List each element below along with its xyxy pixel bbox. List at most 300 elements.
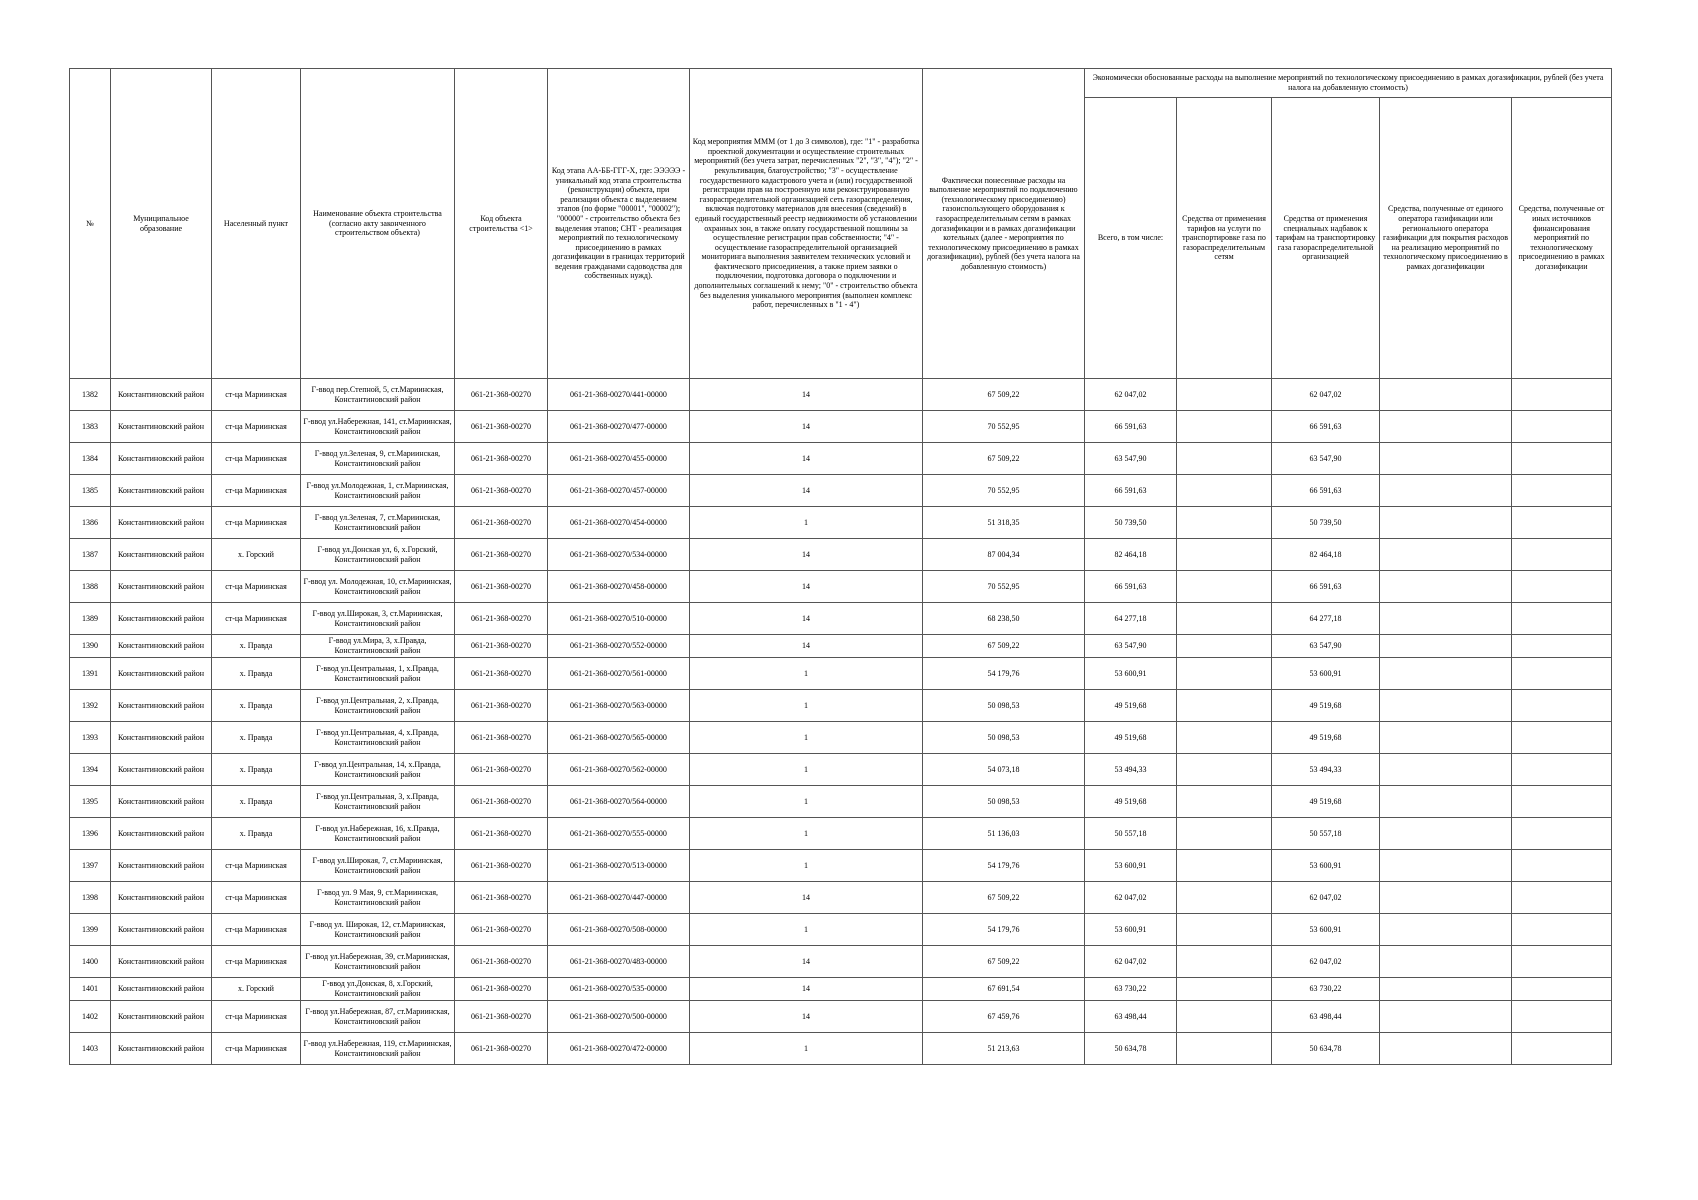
cell-stage-code: 061-21-368-00270/563-00000: [548, 690, 690, 722]
cell-no: 1397: [70, 850, 111, 882]
cell-other-sources: [1512, 850, 1612, 882]
cell-municipality: Константиновский район: [111, 754, 212, 786]
cell-other-sources: [1512, 722, 1612, 754]
cell-operator-funds: [1380, 1033, 1512, 1065]
cell-object-name: Г-ввод ул.Донская, 8, х.Горский, Константиновский район: [301, 978, 455, 1001]
cell-total: 63 730,22: [1085, 978, 1177, 1001]
cell-settlement: х. Горский: [212, 539, 301, 571]
cell-tariff-transport: [1177, 722, 1272, 754]
table-row: [70, 818, 1612, 850]
cell-settlement: ст-ца Мариинская: [212, 507, 301, 539]
cell-measure-code: 1: [690, 914, 923, 946]
cell-object-name: Г-ввод ул.Центральная, 2, х.Правда, Константиновский район: [301, 690, 455, 722]
cell-other-sources: [1512, 658, 1612, 690]
table-row: [70, 603, 1612, 635]
cell-total: 49 519,68: [1085, 786, 1177, 818]
cell-total: 53 600,91: [1085, 914, 1177, 946]
cell-special-markups: 53 600,91: [1272, 658, 1380, 690]
cell-measure-code: 14: [690, 571, 923, 603]
cell-actual-costs: 68 238,50: [923, 603, 1085, 635]
cell-other-sources: [1512, 379, 1612, 411]
cell-object-code: 061-21-368-00270: [455, 507, 548, 539]
cell-total: 62 047,02: [1085, 946, 1177, 978]
cell-measure-code: 14: [690, 635, 923, 658]
cell-actual-costs: 67 691,54: [923, 978, 1085, 1001]
cell-special-markups: 53 494,33: [1272, 754, 1380, 786]
cell-special-markups: 63 547,90: [1272, 443, 1380, 475]
cell-stage-code: 061-21-368-00270/477-00000: [548, 411, 690, 443]
cell-no: 1398: [70, 882, 111, 914]
cell-actual-costs: 50 098,53: [923, 786, 1085, 818]
cell-total: 63 547,90: [1085, 443, 1177, 475]
table-row: [70, 978, 1612, 1001]
cell-special-markups: 50 634,78: [1272, 1033, 1380, 1065]
table-header: [70, 69, 1612, 379]
cell-settlement: х. Правда: [212, 754, 301, 786]
cell-operator-funds: [1380, 882, 1512, 914]
cell-special-markups: 62 047,02: [1272, 379, 1380, 411]
table-row: [70, 690, 1612, 722]
cell-municipality: Константиновский район: [111, 635, 212, 658]
cell-object-code: 061-21-368-00270: [455, 754, 548, 786]
cell-stage-code: 061-21-368-00270/555-00000: [548, 818, 690, 850]
cell-no: 1389: [70, 603, 111, 635]
cell-object-name: Г-ввод ул.Широкая, 7, ст.Мариинская, Константиновский район: [301, 850, 455, 882]
cell-other-sources: [1512, 978, 1612, 1001]
cell-actual-costs: 51 213,63: [923, 1033, 1085, 1065]
cell-special-markups: 63 730,22: [1272, 978, 1380, 1001]
header-total: Всего, в том числе:: [1085, 98, 1177, 379]
cell-tariff-transport: [1177, 978, 1272, 1001]
cell-no: 1393: [70, 722, 111, 754]
cell-total: 49 519,68: [1085, 690, 1177, 722]
cell-actual-costs: 87 004,34: [923, 539, 1085, 571]
cell-operator-funds: [1380, 722, 1512, 754]
cell-municipality: Константиновский район: [111, 786, 212, 818]
cell-object-code: 061-21-368-00270: [455, 914, 548, 946]
cell-special-markups: 50 557,18: [1272, 818, 1380, 850]
table-row: [70, 1033, 1612, 1065]
cell-stage-code: 061-21-368-00270/562-00000: [548, 754, 690, 786]
cell-municipality: Константиновский район: [111, 882, 212, 914]
cell-object-code: 061-21-368-00270: [455, 786, 548, 818]
header-settlement: Населенный пункт: [212, 69, 301, 379]
table-row: [70, 571, 1612, 603]
cell-municipality: Константиновский район: [111, 978, 212, 1001]
cell-no: 1384: [70, 443, 111, 475]
cell-object-code: 061-21-368-00270: [455, 443, 548, 475]
cell-object-name: Г-ввод ул.Набережная, 141, ст.Мариинская, Константиновский район: [301, 411, 455, 443]
cell-object-code: 061-21-368-00270: [455, 635, 548, 658]
cell-settlement: ст-ца Мариинская: [212, 882, 301, 914]
cell-municipality: Константиновский район: [111, 443, 212, 475]
table-body: [70, 379, 1612, 1065]
cell-settlement: ст-ца Мариинская: [212, 411, 301, 443]
cell-tariff-transport: [1177, 507, 1272, 539]
cell-object-name: Г-ввод ул.Центральная, 1, х.Правда, Константиновский район: [301, 658, 455, 690]
cell-total: 49 519,68: [1085, 722, 1177, 754]
header-special-markups: Средства от применения специальных надбавок к тарифам на транспортировку газа газораспределительной организацией: [1272, 98, 1380, 379]
cell-no: 1386: [70, 507, 111, 539]
cell-object-name: Г-ввод ул.Центральная, 4, х.Правда, Константиновский район: [301, 722, 455, 754]
cell-no: 1403: [70, 1033, 111, 1065]
cell-object-name: Г-ввод ул.Мира, 3, х.Правда, Константиновский район: [301, 635, 455, 658]
cell-municipality: Константиновский район: [111, 1001, 212, 1033]
cell-settlement: ст-ца Мариинская: [212, 1001, 301, 1033]
cell-object-name: Г-ввод ул.Широкая, 3, ст.Мариинская, Константиновский район: [301, 603, 455, 635]
cell-total: 62 047,02: [1085, 882, 1177, 914]
cell-object-code: 061-21-368-00270: [455, 1033, 548, 1065]
cell-object-name: Г-ввод ул.Зеленая, 7, ст.Мариинская, Константиновский район: [301, 507, 455, 539]
cell-object-name: Г-ввод ул. Молодежная, 10, ст.Мариинская, Константиновский район: [301, 571, 455, 603]
cell-municipality: Константиновский район: [111, 539, 212, 571]
cell-stage-code: 061-21-368-00270/513-00000: [548, 850, 690, 882]
cell-object-code: 061-21-368-00270: [455, 475, 548, 507]
cell-special-markups: 66 591,63: [1272, 411, 1380, 443]
cell-actual-costs: 67 509,22: [923, 946, 1085, 978]
cell-operator-funds: [1380, 690, 1512, 722]
cell-no: 1402: [70, 1001, 111, 1033]
cell-settlement: х. Правда: [212, 818, 301, 850]
cell-stage-code: 061-21-368-00270/500-00000: [548, 1001, 690, 1033]
cell-tariff-transport: [1177, 475, 1272, 507]
cell-total: 66 591,63: [1085, 475, 1177, 507]
cell-other-sources: [1512, 754, 1612, 786]
cell-stage-code: 061-21-368-00270/483-00000: [548, 946, 690, 978]
cell-measure-code: 14: [690, 475, 923, 507]
table-row: [70, 539, 1612, 571]
cell-other-sources: [1512, 1001, 1612, 1033]
table-row: [70, 1001, 1612, 1033]
header-operator-funds: Средства, полученные от единого оператора газификации или регионального оператора газификации для покрытия расходов на реализацию мероприятий по технологическому присоединению в рамках догазификации: [1380, 98, 1512, 379]
cell-no: 1383: [70, 411, 111, 443]
cell-no: 1382: [70, 379, 111, 411]
cell-measure-code: 14: [690, 539, 923, 571]
cell-object-code: 061-21-368-00270: [455, 1001, 548, 1033]
header-no: №: [70, 69, 111, 379]
cell-no: 1392: [70, 690, 111, 722]
cell-object-name: Г-ввод ул. Широкая, 12, ст.Мариинская, Константиновский район: [301, 914, 455, 946]
cell-object-name: Г-ввод ул.Молодежная, 1, ст.Мариинская, Константиновский район: [301, 475, 455, 507]
cell-other-sources: [1512, 818, 1612, 850]
table-row: [70, 658, 1612, 690]
cell-measure-code: 14: [690, 1001, 923, 1033]
cell-municipality: Константиновский район: [111, 475, 212, 507]
cell-total: 63 547,90: [1085, 635, 1177, 658]
cell-operator-funds: [1380, 603, 1512, 635]
cell-other-sources: [1512, 571, 1612, 603]
cell-stage-code: 061-21-368-00270/458-00000: [548, 571, 690, 603]
table-row: [70, 882, 1612, 914]
cell-special-markups: 49 519,68: [1272, 690, 1380, 722]
cell-total: 50 557,18: [1085, 818, 1177, 850]
cell-other-sources: [1512, 411, 1612, 443]
cell-total: 50 739,50: [1085, 507, 1177, 539]
cell-object-name: Г-ввод ул.Набережная, 87, ст.Мариинская, Константиновский район: [301, 1001, 455, 1033]
cell-object-name: Г-ввод ул.Донская ул, 6, х.Горский, Константиновский район: [301, 539, 455, 571]
cell-settlement: ст-ца Мариинская: [212, 946, 301, 978]
cell-measure-code: 14: [690, 946, 923, 978]
cell-special-markups: 62 047,02: [1272, 946, 1380, 978]
header-municipality: Муниципальное образование: [111, 69, 212, 379]
cell-special-markups: 49 519,68: [1272, 722, 1380, 754]
cell-object-name: Г-ввод ул.Зеленая, 9, ст.Мариинская, Константиновский район: [301, 443, 455, 475]
cell-special-markups: 63 547,90: [1272, 635, 1380, 658]
table-row: [70, 411, 1612, 443]
cell-special-markups: 50 739,50: [1272, 507, 1380, 539]
cell-stage-code: 061-21-368-00270/535-00000: [548, 978, 690, 1001]
cell-actual-costs: 54 179,76: [923, 658, 1085, 690]
cell-tariff-transport: [1177, 690, 1272, 722]
cell-no: 1394: [70, 754, 111, 786]
cell-tariff-transport: [1177, 850, 1272, 882]
cell-measure-code: 14: [690, 443, 923, 475]
cell-operator-funds: [1380, 850, 1512, 882]
cell-tariff-transport: [1177, 1033, 1272, 1065]
cell-operator-funds: [1380, 658, 1512, 690]
cell-municipality: Константиновский район: [111, 690, 212, 722]
cell-municipality: Константиновский район: [111, 603, 212, 635]
cell-other-sources: [1512, 786, 1612, 818]
cell-no: 1400: [70, 946, 111, 978]
cell-actual-costs: 50 098,53: [923, 722, 1085, 754]
table-row: [70, 475, 1612, 507]
cell-other-sources: [1512, 475, 1612, 507]
cell-object-name: Г-ввод ул.Центральная, 14, х.Правда, Константиновский район: [301, 754, 455, 786]
cell-measure-code: 1: [690, 1033, 923, 1065]
cell-operator-funds: [1380, 818, 1512, 850]
cell-settlement: х. Правда: [212, 690, 301, 722]
cell-settlement: х. Правда: [212, 658, 301, 690]
cell-object-name: Г-ввод ул.Центральная, 3, х.Правда, Константиновский район: [301, 786, 455, 818]
cell-municipality: Константиновский район: [111, 507, 212, 539]
cell-actual-costs: 54 073,18: [923, 754, 1085, 786]
cell-stage-code: 061-21-368-00270/457-00000: [548, 475, 690, 507]
cell-object-code: 061-21-368-00270: [455, 690, 548, 722]
cell-operator-funds: [1380, 978, 1512, 1001]
cell-no: 1399: [70, 914, 111, 946]
cell-stage-code: 061-21-368-00270/472-00000: [548, 1033, 690, 1065]
cell-stage-code: 061-21-368-00270/455-00000: [548, 443, 690, 475]
cell-measure-code: 1: [690, 507, 923, 539]
cell-operator-funds: [1380, 539, 1512, 571]
cell-settlement: ст-ца Мариинская: [212, 443, 301, 475]
cell-total: 50 634,78: [1085, 1033, 1177, 1065]
cell-municipality: Константиновский район: [111, 722, 212, 754]
cell-other-sources: [1512, 603, 1612, 635]
cell-other-sources: [1512, 443, 1612, 475]
cell-operator-funds: [1380, 754, 1512, 786]
cell-stage-code: 061-21-368-00270/564-00000: [548, 786, 690, 818]
cell-actual-costs: 67 509,22: [923, 635, 1085, 658]
cell-measure-code: 1: [690, 818, 923, 850]
header-object-name: Наименование объекта строительства (согласно акту законченного строительством объекта): [301, 69, 455, 379]
cell-actual-costs: 50 098,53: [923, 690, 1085, 722]
cell-object-name: Г-ввод ул.Набережная, 39, ст.Мариинская, Константиновский район: [301, 946, 455, 978]
table-row: [70, 507, 1612, 539]
cell-operator-funds: [1380, 411, 1512, 443]
cell-other-sources: [1512, 690, 1612, 722]
cell-measure-code: 1: [690, 786, 923, 818]
cell-total: 53 494,33: [1085, 754, 1177, 786]
cell-settlement: х. Правда: [212, 786, 301, 818]
cell-operator-funds: [1380, 443, 1512, 475]
cell-no: 1387: [70, 539, 111, 571]
cell-operator-funds: [1380, 1001, 1512, 1033]
cell-object-code: 061-21-368-00270: [455, 850, 548, 882]
cell-settlement: ст-ца Мариинская: [212, 850, 301, 882]
cell-municipality: Константиновский район: [111, 411, 212, 443]
cell-measure-code: 1: [690, 754, 923, 786]
cell-other-sources: [1512, 914, 1612, 946]
cell-special-markups: 66 591,63: [1272, 571, 1380, 603]
table-row: [70, 850, 1612, 882]
cell-object-name: Г-ввод ул. 9 Мая, 9, ст.Мариинская, Константиновский район: [301, 882, 455, 914]
cell-tariff-transport: [1177, 379, 1272, 411]
cell-special-markups: 49 519,68: [1272, 786, 1380, 818]
cell-operator-funds: [1380, 914, 1512, 946]
cell-special-markups: 82 464,18: [1272, 539, 1380, 571]
cell-settlement: ст-ца Мариинская: [212, 379, 301, 411]
header-stage-code: Код этапа АА-ББ-ГГГ-Х, где: ЭЭЭЭЭ - уникальный код этапа строительства (реконструкции) объекта, при реализации объекта с выделением этапов (по форме "00001", "00002"); "00000" - строительство объекта без выделения этапов; СНТ - реализация мероприятий по технологическому присоединению в рамках догазификации в границах территорий ведения гражданами садоводства для собственных нужд).: [548, 69, 690, 379]
cell-settlement: ст-ца Мариинская: [212, 1033, 301, 1065]
cell-settlement: ст-ца Мариинская: [212, 603, 301, 635]
cell-tariff-transport: [1177, 1001, 1272, 1033]
cell-actual-costs: 67 509,22: [923, 882, 1085, 914]
cell-object-code: 061-21-368-00270: [455, 946, 548, 978]
cell-other-sources: [1512, 539, 1612, 571]
cell-tariff-transport: [1177, 658, 1272, 690]
cell-no: 1385: [70, 475, 111, 507]
table-row: [70, 946, 1612, 978]
table-row: [70, 722, 1612, 754]
cell-tariff-transport: [1177, 635, 1272, 658]
cell-total: 53 600,91: [1085, 850, 1177, 882]
cell-stage-code: 061-21-368-00270/447-00000: [548, 882, 690, 914]
header-object-code: Код объекта строительства <1>: [455, 69, 548, 379]
cell-operator-funds: [1380, 635, 1512, 658]
cell-tariff-transport: [1177, 571, 1272, 603]
cell-measure-code: 14: [690, 603, 923, 635]
cell-operator-funds: [1380, 571, 1512, 603]
cell-other-sources: [1512, 507, 1612, 539]
cell-total: 66 591,63: [1085, 571, 1177, 603]
cell-actual-costs: 67 509,22: [923, 379, 1085, 411]
cell-settlement: х. Горский: [212, 978, 301, 1001]
cell-measure-code: 1: [690, 850, 923, 882]
costs-table: [69, 68, 1612, 1065]
cell-special-markups: 62 047,02: [1272, 882, 1380, 914]
cell-stage-code: 061-21-368-00270/534-00000: [548, 539, 690, 571]
cell-actual-costs: 70 552,95: [923, 571, 1085, 603]
cell-tariff-transport: [1177, 786, 1272, 818]
cell-operator-funds: [1380, 379, 1512, 411]
cell-measure-code: 1: [690, 690, 923, 722]
cell-object-code: 061-21-368-00270: [455, 658, 548, 690]
cell-settlement: ст-ца Мариинская: [212, 475, 301, 507]
cell-other-sources: [1512, 946, 1612, 978]
cell-operator-funds: [1380, 475, 1512, 507]
cell-settlement: ст-ца Мариинская: [212, 914, 301, 946]
header-econ-group: Экономически обоснованные расходы на выполнение мероприятий по технологическому присоединению в рамках догазификации, рублей (без учета налога на добавленную стоимость): [1085, 69, 1612, 98]
cell-object-code: 061-21-368-00270: [455, 722, 548, 754]
cell-tariff-transport: [1177, 946, 1272, 978]
table-row: [70, 379, 1612, 411]
cell-total: 64 277,18: [1085, 603, 1177, 635]
cell-actual-costs: 67 459,76: [923, 1001, 1085, 1033]
cell-object-code: 061-21-368-00270: [455, 978, 548, 1001]
cell-stage-code: 061-21-368-00270/441-00000: [548, 379, 690, 411]
cell-actual-costs: 51 318,35: [923, 507, 1085, 539]
cell-object-name: Г-ввод ул.Набережная, 119, ст.Мариинская, Константиновский район: [301, 1033, 455, 1065]
cell-object-code: 061-21-368-00270: [455, 379, 548, 411]
cell-special-markups: 66 591,63: [1272, 475, 1380, 507]
cell-stage-code: 061-21-368-00270/510-00000: [548, 603, 690, 635]
cell-special-markups: 64 277,18: [1272, 603, 1380, 635]
cell-tariff-transport: [1177, 411, 1272, 443]
cell-actual-costs: 54 179,76: [923, 850, 1085, 882]
cell-settlement: ст-ца Мариинская: [212, 571, 301, 603]
cell-object-name: Г-ввод пер.Степной, 5, ст.Мариинская, Константиновский район: [301, 379, 455, 411]
cell-stage-code: 061-21-368-00270/454-00000: [548, 507, 690, 539]
cell-tariff-transport: [1177, 882, 1272, 914]
cell-other-sources: [1512, 1033, 1612, 1065]
header-other-sources: Средства, полученные от иных источников финансирования мероприятий по технологическому присоединению в рамках догазификации: [1512, 98, 1612, 379]
cell-total: 62 047,02: [1085, 379, 1177, 411]
cell-measure-code: 14: [690, 379, 923, 411]
cell-object-code: 061-21-368-00270: [455, 571, 548, 603]
cell-municipality: Константиновский район: [111, 1033, 212, 1065]
table-row: [70, 754, 1612, 786]
cell-municipality: Константиновский район: [111, 818, 212, 850]
cell-measure-code: 1: [690, 658, 923, 690]
cell-measure-code: 14: [690, 411, 923, 443]
cell-operator-funds: [1380, 786, 1512, 818]
cell-stage-code: 061-21-368-00270/561-00000: [548, 658, 690, 690]
cell-operator-funds: [1380, 507, 1512, 539]
cell-no: 1395: [70, 786, 111, 818]
cell-object-name: Г-ввод ул.Набережная, 16, х.Правда, Константиновский район: [301, 818, 455, 850]
cell-tariff-transport: [1177, 754, 1272, 786]
cell-object-code: 061-21-368-00270: [455, 411, 548, 443]
cell-measure-code: 1: [690, 722, 923, 754]
header-actual-costs: Фактически понесенные расходы на выполнение мероприятий по подключению (технологическому присоединению) газоиспользующего оборудования к газораспределительным сетям в рамках догазификации и в рамках догазификации котельных (далее - мероприятия по технологическому присоединению в рамках догазификации), рублей (без учета налога на добавленную стоимость): [923, 69, 1085, 379]
cell-operator-funds: [1380, 946, 1512, 978]
cell-special-markups: 53 600,91: [1272, 914, 1380, 946]
cell-stage-code: 061-21-368-00270/552-00000: [548, 635, 690, 658]
cell-object-code: 061-21-368-00270: [455, 882, 548, 914]
cell-municipality: Константиновский район: [111, 946, 212, 978]
header-measure-code: Код мероприятия МММ (от 1 до 3 символов), где: "1" - разработка проектной документации и осуществление строительных мероприятий (без учета затрат, перечисленных "2", "3", "4"); "2" - рекультивация, благоустройство; "3" - осуществление государственного кадастрового учета и (или) государственной регистрации прав на построенную или реконструированную газораспределительной организацией сеть газораспределения, включая подготовку материалов для внесения (сведений) в единый государственный реестр недвижимости об установлении охранных зон, в также оплату государственной пошлины за осуществление регистрации прав собственности; "4" - осуществление газораспределительной организацией мониторинга выполнения заявителем технических условий и фактического присоединения, а также прием заявки о подключении, подготовка договора о подключении и дополнительных соглашений к нему; "0" - строительство объекта без выделения уникального мероприятия (выполнен комплекс работ, перечисленных в "1 - 4"): [690, 69, 923, 379]
cell-total: 82 464,18: [1085, 539, 1177, 571]
cell-other-sources: [1512, 635, 1612, 658]
cell-object-code: 061-21-368-00270: [455, 818, 548, 850]
cell-settlement: х. Правда: [212, 722, 301, 754]
cell-no: 1401: [70, 978, 111, 1001]
cell-municipality: Константиновский район: [111, 379, 212, 411]
cell-tariff-transport: [1177, 603, 1272, 635]
table-row: [70, 443, 1612, 475]
cell-no: 1390: [70, 635, 111, 658]
cell-measure-code: 14: [690, 978, 923, 1001]
cell-municipality: Константиновский район: [111, 850, 212, 882]
table-row: [70, 914, 1612, 946]
cell-tariff-transport: [1177, 443, 1272, 475]
cell-object-code: 061-21-368-00270: [455, 539, 548, 571]
cell-no: 1391: [70, 658, 111, 690]
header-tariff-transport: Средства от применения тарифов на услуги по транспортировке газа по газораспределительным сетям: [1177, 98, 1272, 379]
cell-no: 1388: [70, 571, 111, 603]
